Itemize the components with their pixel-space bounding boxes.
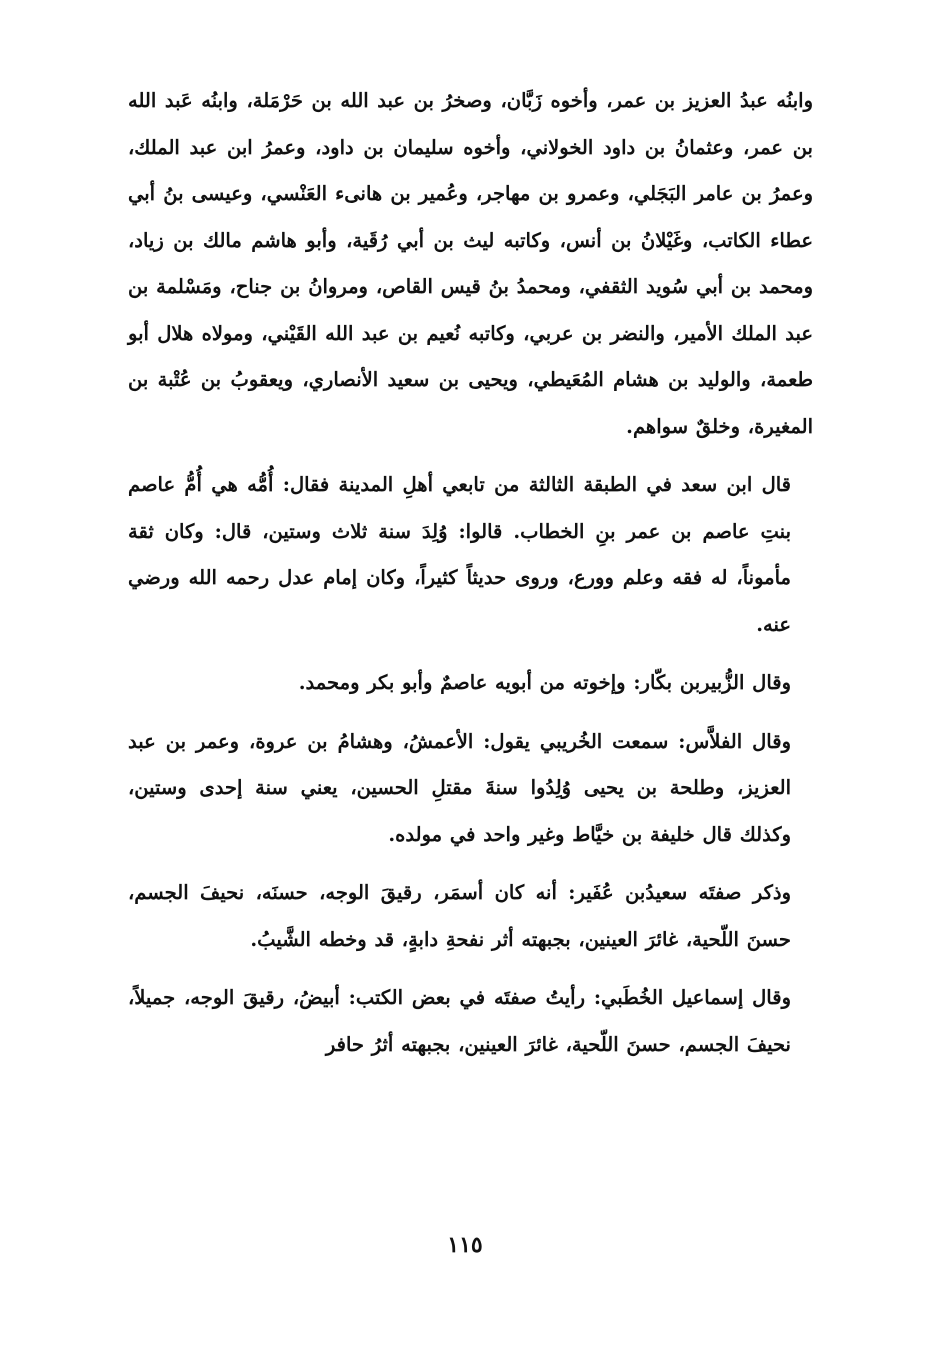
body-text	[128, 78, 813, 1068]
paragraph-zubayr: وقال الزُّبيربن بكّار: وإخوته من أبويه عاصمٌ وأبو بكر ومحمد.	[298, 671, 791, 694]
paragraph-saeed-description: وذكر صفتَه سعيدُبن عُفَير: أنه كان أسمَر، رقيقَ الوجه، حسنَه، نحيفَ الجسم، حسنَ اللّحية، غائرَ العينين، بجبهته أثر نفحةِ دابةٍ، قد وخطه الشَّيبُ.	[128, 881, 791, 951]
paragraph-ibn-saad: قال ابن سعد في الطبقة الثالثة من تابعي أهلِ المدينة فقال: أُمُّه هي أُمُّ عاصم بنتِ عاصم بن عمر بنِ الخطاب. قالوا: وُلِدَ سنة ثلاث وستين، قال: وكان ثقة مأموناً، له فقه وعلم وورع، وروى حديثاً كثيراً، وكان إمام عدل رحمه الله ورضي عنه.	[128, 473, 791, 636]
page-number: ١١٥	[447, 1232, 483, 1258]
paragraph-khutabi: وقال إسماعيل الخُطَبي: رأيتُ صفتَه في بعض الكتب: أبيضُ، رقيقَ الوجه، جميلاً، نحيفَ الجسم، حسنَ اللّحية، غائرَ العينين، بجبهته أثرُ حافر	[128, 986, 791, 1056]
paragraph-fallas: وقال الفلاَّس: سمعت الخُريبي يقول: الأعمشُ، وهشامُ بن عروة، وعمر بن عبد العزيز، وطلحة بن يحيى وُلِدُوا سنةَ مقتلِ الحسين، يعني سنة إحدى وستين، وكذلك قال خليفة بن خيَّاط وغير واحد في مولده.	[128, 729, 791, 846]
paragraph-students-list: وابنُه عبدُ العزيز بن عمر، وأخوه زَبَّان، وصخرُ بن عبد الله بن حَرْمَلة، وابنُه عَبد الله بن عمر، وعثمانُ بن داود الخولاني، وأخوه سليمان بن داود، وعمرُ ابن عبد الملك، وعمرُ بن عامر البَجَلي، وعمرو بن مهاجر، وعُمير بن هانىء العَنْسي، وعيسى بنُ أبي عطاء الكاتب، وغَيْلانُ بن أنس، وكاتبه ليث بن أبي رُقَية، وأبو هاشم مالك بن زياد، ومحمد بن أبي سُويد الثقفي، ومحمدُ بنُ قيس القاص، ومروانُ بن جناح، ومَسْلمة بن عبد الملك الأمير، والنضر بن عربي، وكاتبه نُعيم بن عبد الله القَيْني، ومولاه هلال أبو طعمة، والوليد بن هشام المُعَيطي، ويحيى بن سعيد الأنصاري، ويعقوبُ بن عُتْبة بن المغيرة، وخلقٌ سواهم.	[128, 89, 813, 438]
